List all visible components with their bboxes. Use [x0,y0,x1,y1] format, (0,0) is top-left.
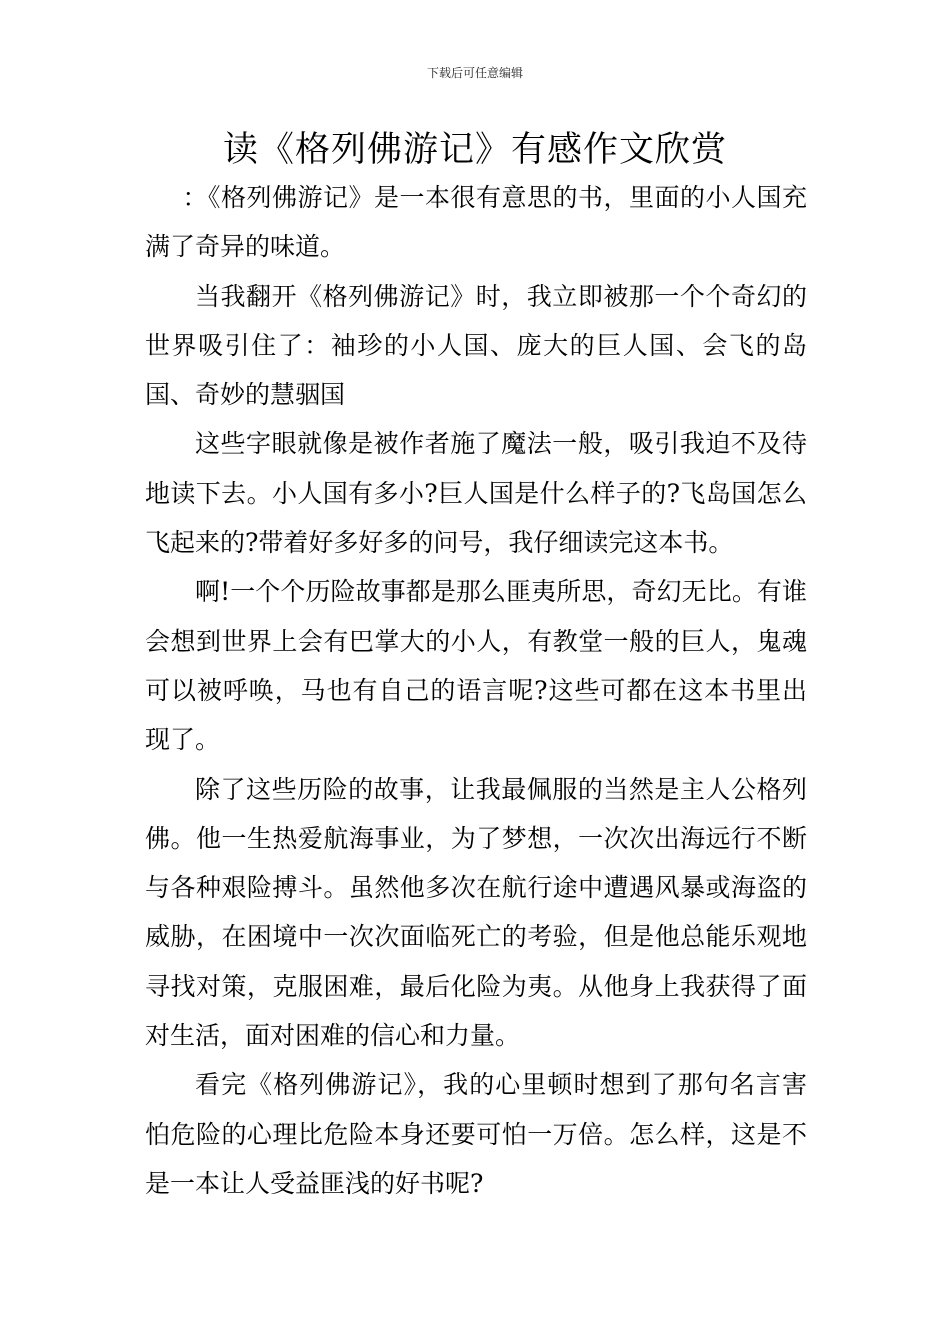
paragraph-2: 当我翻开《格列佛游记》时，我立即被那一个个奇幻的世界吸引住了：袖珍的小人国、庞大的巨人国、会飞的岛国、奇妙的慧骃国 [145,281,807,410]
document-body [145,173,807,1208]
paragraph-4: 啊!一个个历险故事都是那么匪夷所思，奇幻无比。有谁会想到世界上会有巴掌大的小人，有教堂一般的巨人，鬼魂可以被呼唤，马也有自己的语言呢?这些可都在这本书里出现了。 [145,577,807,755]
document-title: 读《格列佛游记》有感作文欣赏 [222,130,727,170]
paragraph-5: 除了这些历险的故事，让我最佩服的当然是主人公格列佛。他一生热爱航海事业，为了梦想，一次次出海远行不断与各种艰险搏斗。虽然他多次在航行途中遭遇风暴或海盗的威胁，在困境中一次次面临死亡的考验，但是他总能乐观地寻找对策，克服困难，最后化险为夷。从他身上我获得了面对生活，面对困难的信心和力量。 [145,774,807,1051]
paragraph-6: 看完《格列佛游记》，我的心里顿时想到了那句名言害怕危险的心理比危险本身还要可怕一万倍。怎么样，这是不是一本让人受益匪浅的好书呢? [145,1070,807,1198]
paragraph-3: 这些字眼就像是被作者施了魔法一般，吸引我迫不及待地读下去。小人国有多小?巨人国是什么样子的?飞岛国怎么飞起来的?带着好多好多的问号，我仔细读完这本书。 [145,429,807,558]
page-header-note: 下载后可任意编辑 [426,66,523,80]
paragraph-1: ：《格列佛游记》是一本很有意思的书，里面的小人国充满了奇异的味道。 [145,183,807,262]
